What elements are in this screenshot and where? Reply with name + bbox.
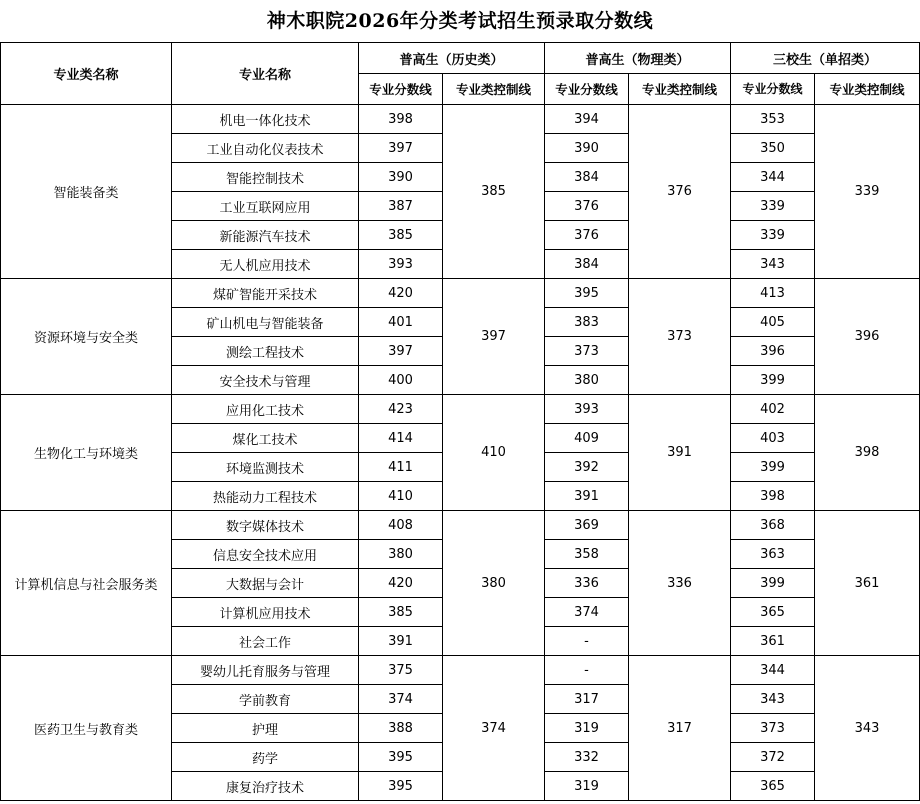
hist-score-cell: 397 [359, 337, 443, 366]
hist-score-cell: 414 [359, 424, 443, 453]
three-score-cell: 373 [731, 714, 815, 743]
phys-control-cell: 317 [629, 656, 731, 801]
phys-score-cell: 376 [545, 192, 629, 221]
major-cell: 热能动力工程技术 [172, 482, 359, 511]
phys-score-cell: 319 [545, 772, 629, 801]
table-row [1, 105, 920, 134]
three-score-cell: 403 [731, 424, 815, 453]
three-score-cell: 399 [731, 569, 815, 598]
three-score-cell: 372 [731, 743, 815, 772]
three-score-cell: 343 [731, 250, 815, 279]
hist-score-cell: 391 [359, 627, 443, 656]
phys-score-cell: 374 [545, 598, 629, 627]
phys-score-cell: 332 [545, 743, 629, 772]
hist-control-cell: 410 [443, 395, 545, 511]
header-major: 专业名称 [172, 43, 359, 105]
phys-control-cell: 336 [629, 511, 731, 656]
three-score-cell: 368 [731, 511, 815, 540]
header-three-score: 专业分数线 [731, 74, 815, 105]
three-score-cell: 353 [731, 105, 815, 134]
major-cell: 测绘工程技术 [172, 337, 359, 366]
header-phys-control: 专业类控制线 [629, 74, 731, 105]
three-control-cell: 396 [815, 279, 920, 395]
header-three-control: 专业类控制线 [815, 74, 920, 105]
three-score-cell: 365 [731, 598, 815, 627]
header-group-history: 普高生（历史类） [359, 43, 545, 74]
major-cell: 康复治疗技术 [172, 772, 359, 801]
three-score-cell: 339 [731, 221, 815, 250]
major-cell: 学前教育 [172, 685, 359, 714]
category-cell: 生物化工与环境类 [1, 395, 172, 511]
hist-score-cell: 398 [359, 105, 443, 134]
phys-score-cell: - [545, 656, 629, 685]
phys-score-cell: 380 [545, 366, 629, 395]
header-hist-score: 专业分数线 [359, 74, 443, 105]
hist-score-cell: 395 [359, 772, 443, 801]
major-cell: 环境监测技术 [172, 453, 359, 482]
hist-score-cell: 420 [359, 279, 443, 308]
phys-score-cell: 358 [545, 540, 629, 569]
major-cell: 机电一体化技术 [172, 105, 359, 134]
major-cell: 新能源汽车技术 [172, 221, 359, 250]
hist-score-cell: 395 [359, 743, 443, 772]
phys-score-cell: 395 [545, 279, 629, 308]
hist-score-cell: 375 [359, 656, 443, 685]
hist-score-cell: 400 [359, 366, 443, 395]
major-cell: 护理 [172, 714, 359, 743]
category-cell: 智能装备类 [1, 105, 172, 279]
table-row [1, 279, 920, 308]
phys-score-cell: 336 [545, 569, 629, 598]
hist-score-cell: 408 [359, 511, 443, 540]
three-score-cell: 365 [731, 772, 815, 801]
three-score-cell: 344 [731, 163, 815, 192]
major-cell: 计算机应用技术 [172, 598, 359, 627]
score-table [0, 42, 920, 801]
hist-score-cell: 385 [359, 598, 443, 627]
hist-score-cell: 380 [359, 540, 443, 569]
table-body [1, 105, 920, 801]
major-cell: 应用化工技术 [172, 395, 359, 424]
header-group-physics: 普高生（物理类） [545, 43, 731, 74]
major-cell: 工业互联网应用 [172, 192, 359, 221]
major-cell: 煤化工技术 [172, 424, 359, 453]
major-cell: 智能控制技术 [172, 163, 359, 192]
hist-score-cell: 390 [359, 163, 443, 192]
phys-score-cell: 373 [545, 337, 629, 366]
three-score-cell: 344 [731, 656, 815, 685]
hist-score-cell: 393 [359, 250, 443, 279]
phys-score-cell: 391 [545, 482, 629, 511]
phys-score-cell: 390 [545, 134, 629, 163]
phys-score-cell: 317 [545, 685, 629, 714]
phys-score-cell: 319 [545, 714, 629, 743]
three-score-cell: 363 [731, 540, 815, 569]
header-hist-control: 专业类控制线 [443, 74, 545, 105]
major-cell: 药学 [172, 743, 359, 772]
hist-score-cell: 397 [359, 134, 443, 163]
hist-control-cell: 374 [443, 656, 545, 801]
phys-score-cell: - [545, 627, 629, 656]
three-control-cell: 343 [815, 656, 920, 801]
phys-control-cell: 376 [629, 105, 731, 279]
three-score-cell: 398 [731, 482, 815, 511]
three-score-cell: 361 [731, 627, 815, 656]
hist-score-cell: 411 [359, 453, 443, 482]
phys-control-cell: 391 [629, 395, 731, 511]
header-phys-score: 专业分数线 [545, 74, 629, 105]
three-score-cell: 399 [731, 453, 815, 482]
phys-score-cell: 384 [545, 250, 629, 279]
three-score-cell: 399 [731, 366, 815, 395]
three-score-cell: 339 [731, 192, 815, 221]
major-cell: 婴幼儿托育服务与管理 [172, 656, 359, 685]
header-category: 专业类名称 [1, 43, 172, 105]
major-cell: 安全技术与管理 [172, 366, 359, 395]
major-cell: 工业自动化仪表技术 [172, 134, 359, 163]
hist-control-cell: 385 [443, 105, 545, 279]
major-cell: 矿山机电与智能装备 [172, 308, 359, 337]
table-row [1, 511, 920, 540]
major-cell: 大数据与会计 [172, 569, 359, 598]
hist-score-cell: 385 [359, 221, 443, 250]
hist-score-cell: 374 [359, 685, 443, 714]
three-score-cell: 402 [731, 395, 815, 424]
three-score-cell: 396 [731, 337, 815, 366]
hist-score-cell: 387 [359, 192, 443, 221]
page-title: 神木职院2026年分类考试招生预录取分数线 [266, 10, 654, 32]
category-cell: 计算机信息与社会服务类 [1, 511, 172, 656]
hist-score-cell: 410 [359, 482, 443, 511]
phys-control-cell: 373 [629, 279, 731, 395]
table-row [1, 395, 920, 424]
major-cell: 煤矿智能开采技术 [172, 279, 359, 308]
phys-score-cell: 383 [545, 308, 629, 337]
major-cell: 数字媒体技术 [172, 511, 359, 540]
hist-score-cell: 388 [359, 714, 443, 743]
hist-score-cell: 401 [359, 308, 443, 337]
major-cell: 社会工作 [172, 627, 359, 656]
phys-score-cell: 392 [545, 453, 629, 482]
three-score-cell: 405 [731, 308, 815, 337]
three-control-cell: 361 [815, 511, 920, 656]
three-score-cell: 413 [731, 279, 815, 308]
hist-score-cell: 423 [359, 395, 443, 424]
three-score-cell: 350 [731, 134, 815, 163]
three-control-cell: 339 [815, 105, 920, 279]
major-cell: 无人机应用技术 [172, 250, 359, 279]
hist-score-cell: 420 [359, 569, 443, 598]
phys-score-cell: 384 [545, 163, 629, 192]
major-cell: 信息安全技术应用 [172, 540, 359, 569]
three-score-cell: 343 [731, 685, 815, 714]
phys-score-cell: 393 [545, 395, 629, 424]
phys-score-cell: 394 [545, 105, 629, 134]
category-cell: 资源环境与安全类 [1, 279, 172, 395]
category-cell: 医药卫生与教育类 [1, 656, 172, 801]
three-control-cell: 398 [815, 395, 920, 511]
header-group-three-school: 三校生（单招类） [731, 43, 920, 74]
phys-score-cell: 409 [545, 424, 629, 453]
phys-score-cell: 369 [545, 511, 629, 540]
hist-control-cell: 380 [443, 511, 545, 656]
table-row [1, 656, 920, 685]
hist-control-cell: 397 [443, 279, 545, 395]
phys-score-cell: 376 [545, 221, 629, 250]
